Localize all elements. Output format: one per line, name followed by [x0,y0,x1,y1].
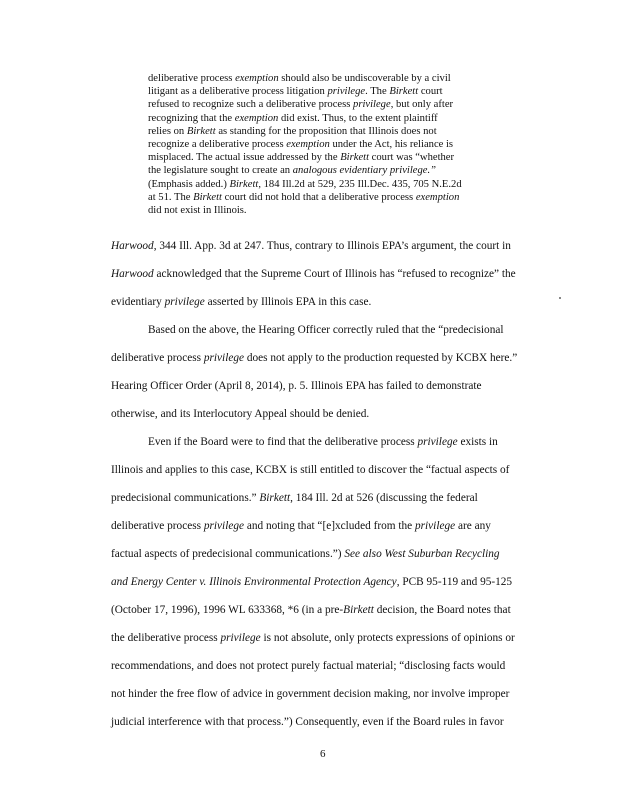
body-line: Even if the Board were to find that the deliberative process privilege exists in [148,436,498,448]
quote-line: did not exist in Illinois. [148,205,247,217]
quote-line: recognizing that the exemption did exist. Thus, to the extent plaintiff [148,112,438,124]
body-line: Based on the above, the Hearing Officer correctly ruled that the “predecisional [148,324,504,336]
body-line: Harwood acknowledged that the Supreme Court of Illinois has “refused to recognize” the [111,268,516,280]
quote-line: refused to recognize such a deliberative process privilege, but only after [148,99,454,111]
body-line: Harwood, 344 Ill. App. 3d at 247. Thus, contrary to Illinois EPA’s argument, the court in [111,240,511,252]
quote-line: at 51. The Birkett court did not hold that a deliberative process exemption [148,191,460,203]
scan-speck [559,297,561,299]
body-line: factual aspects of predecisional communications.”) See also West Suburban Recycling [111,548,500,560]
body-line: Hearing Officer Order (April 8, 2014), p. 5. Illinois EPA has failed to demonstrate [111,380,482,392]
body-line: deliberative process privilege and noting that “[e]xcluded from the privilege are any [111,520,491,532]
body-line: predecisional communications.” Birkett, 184 Ill. 2d at 526 (discussing the federal [111,492,478,504]
body-text [111,232,551,736]
quote-line: (Emphasis added.) Birkett, 184 Ill.2d at 529, 235 Ill.Dec. 435, 705 N.E.2d [148,178,462,190]
body-line: not hinder the free flow of advice in government decision making, nor involve improper [111,688,510,700]
quote-line: relies on Birkett as standing for the proposition that Illinois does not [148,125,437,137]
quote-line: misplaced. The actual issue addressed by the Birkett court was “whether [148,152,455,164]
page-number: 6 [320,748,326,760]
quote-line: deliberative process exemption should also be undiscoverable by a civil [148,73,451,84]
body-line: the deliberative process privilege is not absolute, only protects expressions of opinions or [111,632,515,644]
body-line: Illinois and applies to this case, KCBX is still entitled to discover the “factual aspects of [111,464,510,476]
body-line: deliberative process privilege does not apply to the production requested by KCBX here.” [111,352,518,364]
body-line: (October 17, 1996), 1996 WL 633368, *6 (in a pre-Birkett decision, the Board notes that [111,604,511,616]
quote-line: the legislature sought to create an analogous evidentiary privilege.” [148,165,437,177]
quote-line: recognize a deliberative process exemption under the Act, his reliance is [148,139,454,151]
body-line: and Energy Center v. Illinois Environmental Protection Agency, PCB 95-119 and 95-125 [111,576,513,588]
body-line: evidentiary privilege asserted by Illinois EPA in this case. [111,296,372,308]
body-line: recommendations, and does not protect purely factual material; “disclosing facts would [111,660,506,672]
body-line: otherwise, and its Interlocutory Appeal should be denied. [111,408,370,420]
body-line: judicial interference with that process.”) Consequently, even if the Board rules in favor [111,716,504,728]
quote-line: litigant as a deliberative process litigation privilege. The Birkett court [148,86,443,98]
block-quote [148,72,508,217]
